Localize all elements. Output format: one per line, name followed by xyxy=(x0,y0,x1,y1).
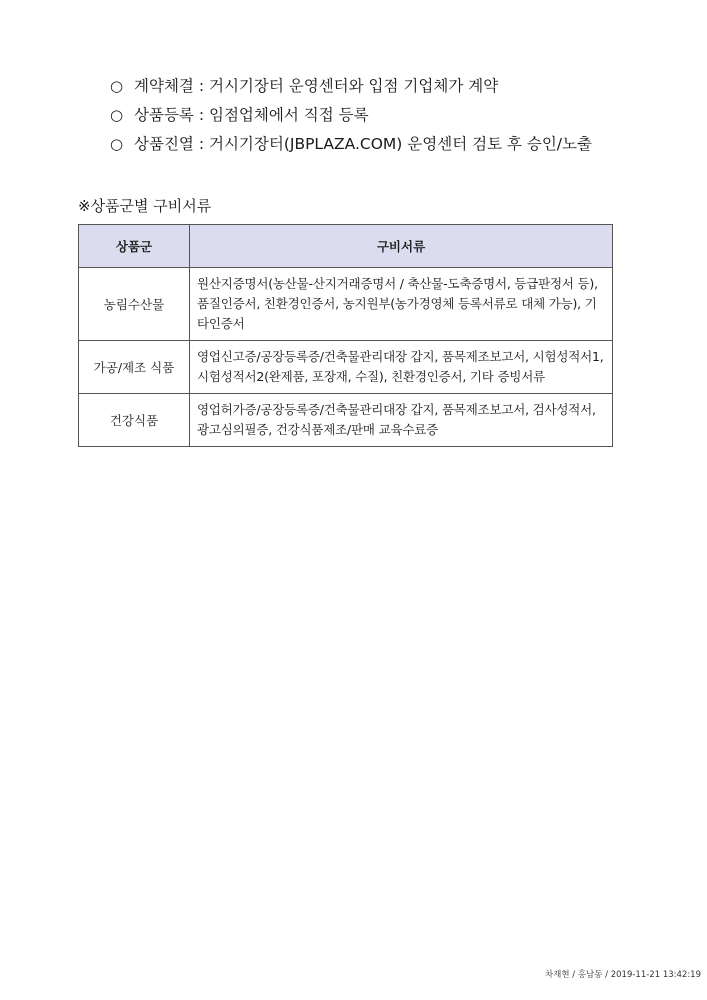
header-documents: 구비서류 xyxy=(190,225,613,268)
print-footer: 차재현 / 홍남동 / 2019-11-21 13:42:19 xyxy=(544,970,701,980)
bullet-list xyxy=(110,72,592,159)
bullet-text: 상품등록 : 임점업체에서 직접 등록 xyxy=(134,106,369,124)
documents-cell: 영업허가증/공장등록증/건축물관리대장 갑지, 품목제조보고서, 검사성적서, 광고심의필증, 건강식품제조/판매 교육수료증 xyxy=(190,394,613,447)
table-header-row xyxy=(79,225,613,268)
table-row xyxy=(79,268,613,341)
category-cell: 가공/제조 식품 xyxy=(79,341,190,394)
bullet-text: 계약체결 : 거시기장터 운영센터와 입점 기업체가 계약 xyxy=(134,77,499,95)
documents-cell: 영업신고증/공장등록증/건축물관리대장 갑지, 품목제조보고서, 시험성적서1, 시험성적서2(완제품, 포장재, 수질), 친환경인증서, 기타 증빙서류 xyxy=(190,341,613,394)
bullet-text: 상품진열 : 거시기장터(JBPLAZA.COM) 운영센터 검토 후 승인/노출 xyxy=(134,135,592,153)
table-row xyxy=(79,341,613,394)
circle-bullet-icon: ○ xyxy=(110,135,124,153)
table-row xyxy=(79,394,613,447)
bullet-registration xyxy=(110,101,592,130)
bullet-display xyxy=(110,130,592,159)
bullet-contract xyxy=(110,72,592,101)
required-documents-table xyxy=(78,224,613,447)
documents-cell: 원산지증명서(농산물-산지거래증명서 / 축산물-도축증명서, 등급판정서 등), 품질인증서, 친환경인증서, 농지원부(농가경영체 등록서류로 대체 가능), 기타인증서 xyxy=(190,268,613,341)
category-cell: 농림수산물 xyxy=(79,268,190,341)
category-cell: 건강식품 xyxy=(79,394,190,447)
section-title: ※상품군별 구비서류 xyxy=(78,197,212,215)
header-category: 상품군 xyxy=(79,225,190,268)
circle-bullet-icon: ○ xyxy=(110,106,124,124)
circle-bullet-icon: ○ xyxy=(110,77,124,95)
